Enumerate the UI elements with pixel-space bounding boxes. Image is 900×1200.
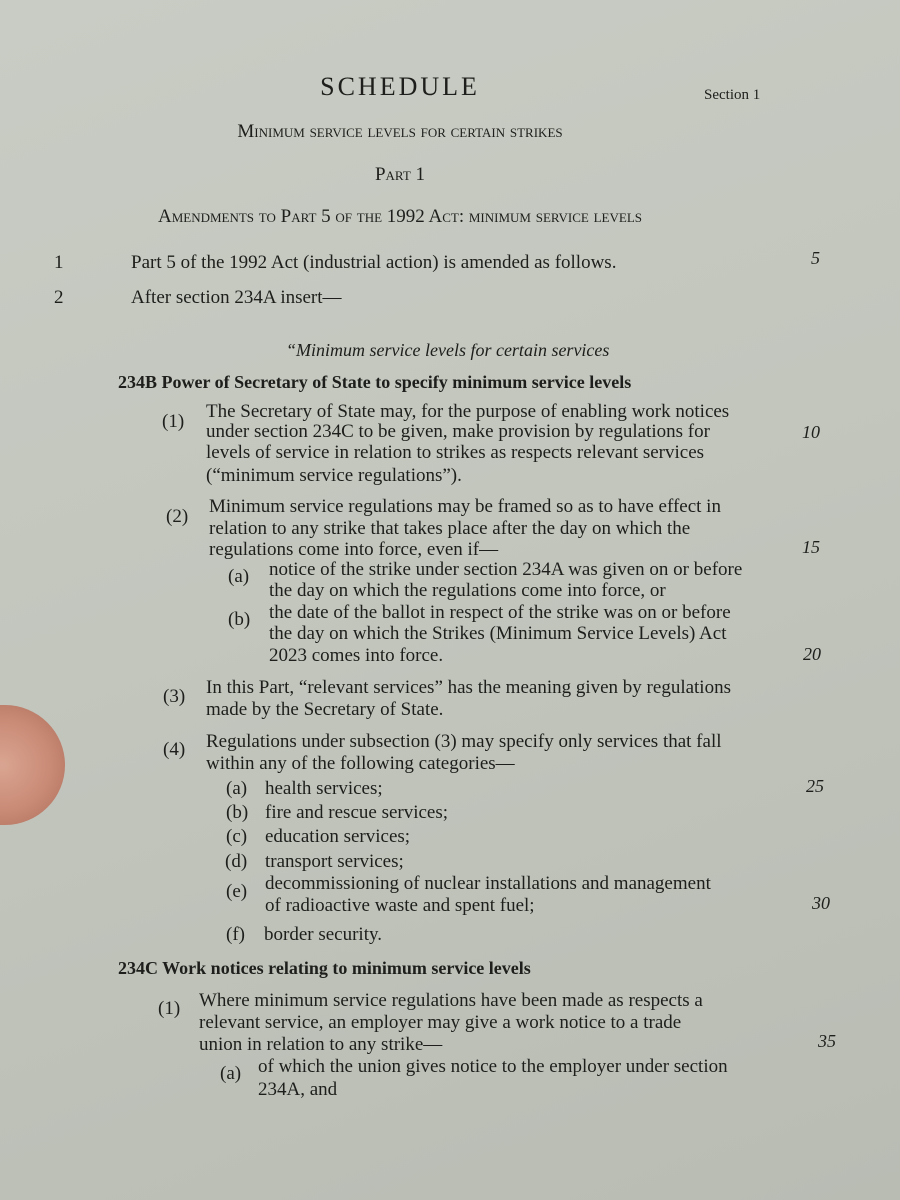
paragraph-number: 1 bbox=[54, 252, 64, 273]
item-label: (e) bbox=[226, 881, 248, 902]
subsection-line: The Secretary of State may, for the purpose of enabling work notices bbox=[206, 401, 730, 422]
line-number: 20 bbox=[803, 644, 821, 664]
subsection-line: under section 234C to be given, make provision by regulations for bbox=[206, 421, 710, 442]
line-number: 10 bbox=[802, 422, 820, 442]
subsection-number: (2) bbox=[166, 506, 189, 527]
item-label: (c) bbox=[226, 826, 248, 847]
subsection-number: (1) bbox=[162, 411, 185, 432]
subsection-line: union in relation to any strike— bbox=[199, 1034, 443, 1055]
part-label: Part 1 bbox=[374, 164, 426, 185]
line-number: 15 bbox=[802, 537, 820, 557]
item-label: (a) bbox=[228, 566, 250, 587]
subsection-line: levels of service in relation to strikes as respects relevant services bbox=[206, 442, 705, 463]
item-label: (d) bbox=[225, 851, 248, 872]
part-title: Amendments to Part 5 of the 1992 Act: minimum service levels bbox=[157, 206, 642, 227]
subsection-line: relevant service, an employer may give a work notice to a trade bbox=[199, 1012, 682, 1033]
inserted-heading: “Minimum service levels for certain services bbox=[286, 340, 610, 360]
section-234c-heading: 234C Work notices relating to minimum service levels bbox=[118, 958, 531, 978]
line-number: 35 bbox=[818, 1031, 836, 1051]
item-line: the day on which the regulations come into force, or bbox=[269, 580, 666, 601]
item-label: (a) bbox=[226, 778, 248, 799]
line-number: 30 bbox=[812, 893, 830, 913]
subsection-line: made by the Secretary of State. bbox=[206, 699, 444, 720]
section-234b-heading: 234B Power of Secretary of State to specify minimum service levels bbox=[118, 372, 632, 392]
item-label: (a) bbox=[220, 1063, 242, 1084]
item-line: fire and rescue services; bbox=[265, 802, 449, 823]
paragraph-text: Part 5 of the 1992 Act (industrial action) is amended as follows. bbox=[131, 252, 617, 273]
item-line: of which the union gives notice to the employer under section bbox=[258, 1056, 728, 1077]
item-line: education services; bbox=[265, 826, 411, 847]
schedule-subtitle: Minimum service levels for certain strikes bbox=[237, 121, 563, 142]
subsection-line: (“minimum service regulations”). bbox=[206, 465, 462, 486]
subsection-line: Where minimum service regulations have been made as respects a bbox=[199, 990, 703, 1011]
subsection-line: within any of the following categories— bbox=[206, 753, 515, 774]
subsection-line: In this Part, “relevant services” has the meaning given by regulations bbox=[206, 677, 731, 698]
subsection-number: (1) bbox=[158, 998, 181, 1019]
paragraph-number: 2 bbox=[54, 287, 64, 308]
item-label: (f) bbox=[226, 924, 245, 945]
item-line: 234A, and bbox=[258, 1079, 338, 1100]
subsection-line: regulations come into force, even if— bbox=[209, 539, 499, 560]
schedule-title: SCHEDULE bbox=[320, 72, 480, 101]
section-reference: Section 1 bbox=[704, 87, 761, 103]
item-line: of radioactive waste and spent fuel; bbox=[265, 895, 535, 916]
line-number: 5 bbox=[811, 248, 820, 268]
line-number: 25 bbox=[806, 776, 824, 796]
subsection-line: Minimum service regulations may be framed so as to have effect in bbox=[209, 496, 721, 517]
subsection-number: (3) bbox=[163, 686, 186, 707]
item-line: border security. bbox=[264, 924, 382, 945]
item-line: decommissioning of nuclear installations and management bbox=[265, 873, 711, 894]
item-line: health services; bbox=[265, 778, 383, 799]
subsection-line: relation to any strike that takes place after the day on which the bbox=[209, 518, 691, 539]
item-line: transport services; bbox=[265, 851, 404, 872]
subsection-line: Regulations under subsection (3) may specify only services that fall bbox=[206, 731, 722, 752]
paragraph-text: After section 234A insert— bbox=[131, 287, 342, 308]
item-line: notice of the strike under section 234A was given on or before bbox=[269, 559, 743, 580]
item-line: the day on which the Strikes (Minimum Service Levels) Act bbox=[269, 623, 727, 644]
item-label: (b) bbox=[226, 802, 249, 823]
finger bbox=[0, 705, 65, 825]
item-label: (b) bbox=[228, 609, 251, 630]
item-line: 2023 comes into force. bbox=[269, 645, 444, 666]
subsection-number: (4) bbox=[163, 739, 186, 760]
item-line: the date of the ballot in respect of the strike was on or before bbox=[269, 602, 731, 623]
